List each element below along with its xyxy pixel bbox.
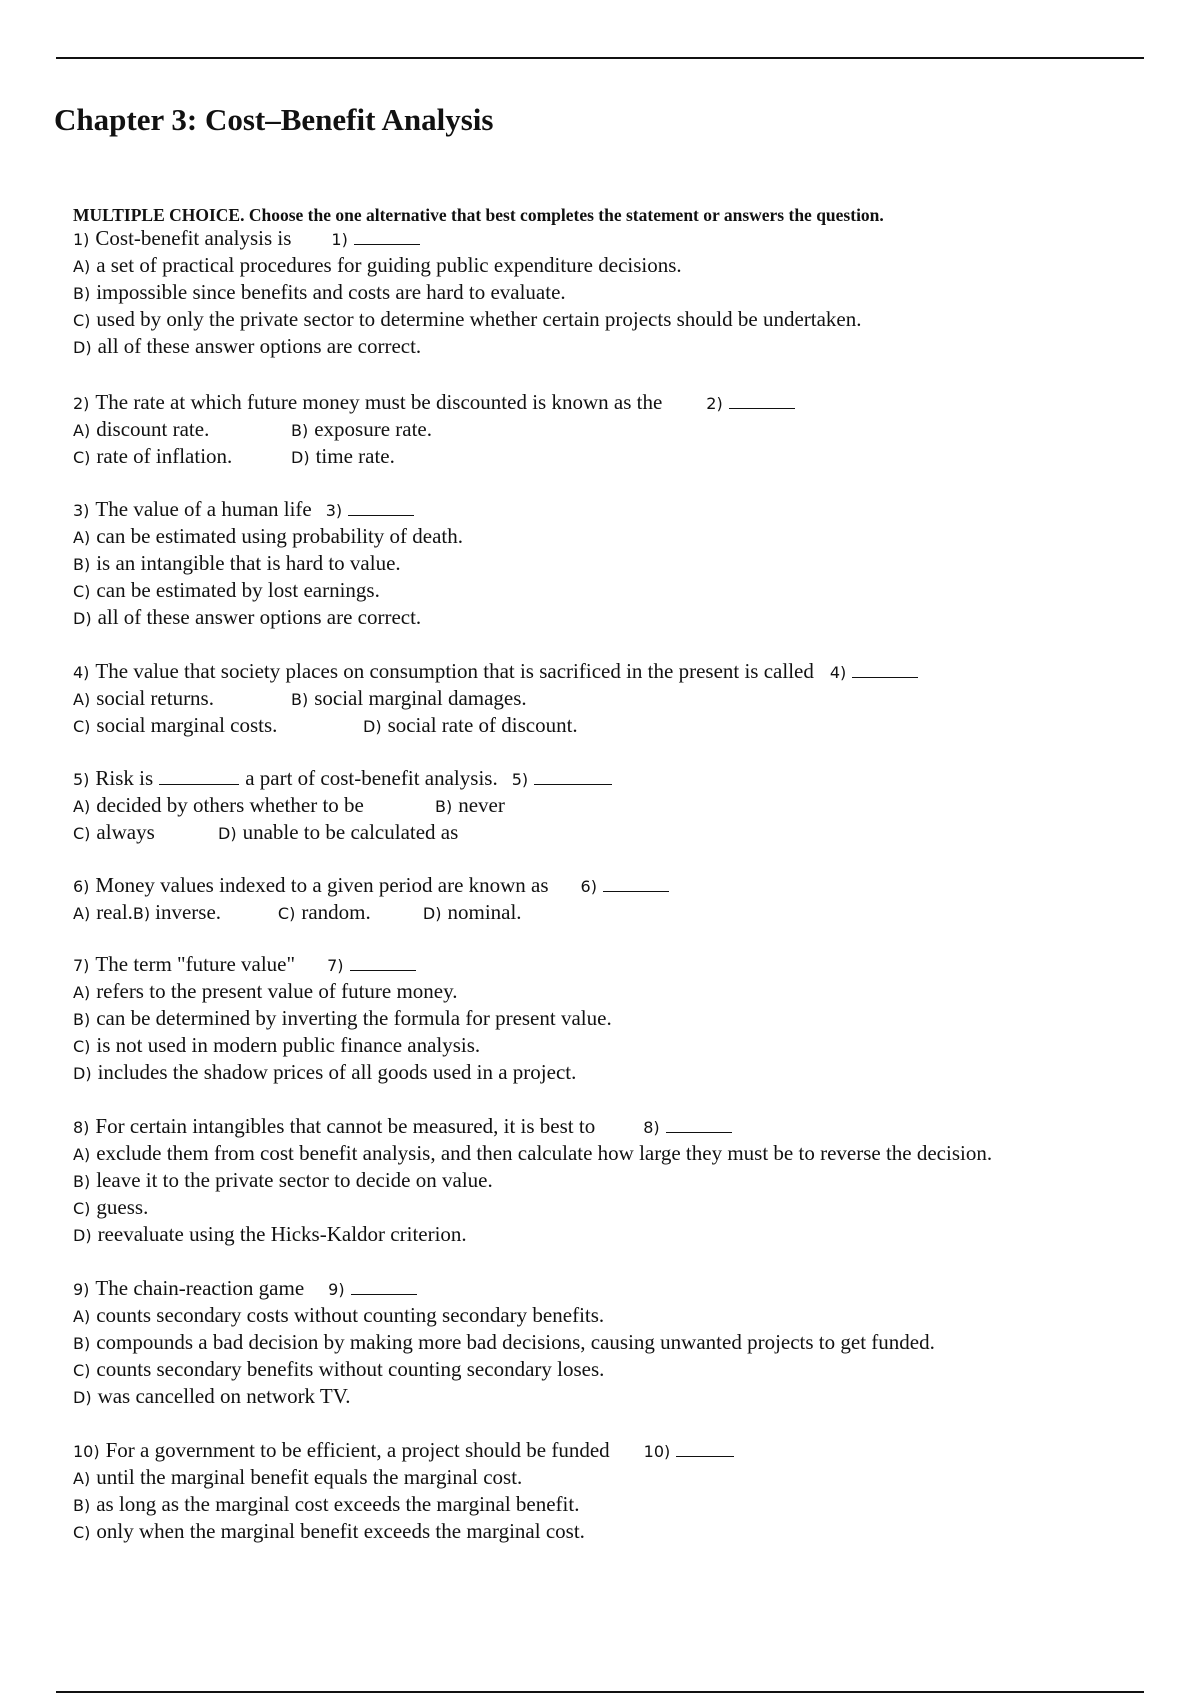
- option-text: inverse.: [155, 900, 222, 924]
- question-number: 9): [73, 1280, 90, 1299]
- bottom-rule: [56, 1691, 1144, 1693]
- option-c[interactable]: [73, 1518, 734, 1545]
- option-letter: C): [73, 448, 91, 467]
- option-letter: B): [291, 690, 309, 709]
- answer-slot[interactable]: [581, 873, 669, 900]
- option-letter: D): [73, 1064, 92, 1083]
- option-letter: A): [73, 1145, 91, 1164]
- option-letter: D): [218, 824, 237, 843]
- option-b[interactable]: [73, 1005, 612, 1032]
- option-text: is not used in modern public finance analysis.: [96, 1033, 481, 1057]
- question-stem: The rate at which future money must be discounted is known as the: [95, 390, 663, 414]
- answer-label: 4): [829, 663, 847, 682]
- option-text: leave it to the private sector to decide on value.: [96, 1168, 493, 1192]
- question-stem: For a government to be efficient, a project should be funded: [105, 1438, 610, 1462]
- option-text: is an intangible that is hard to value.: [96, 551, 401, 575]
- option-c[interactable]: [73, 712, 363, 740]
- option-letter: A): [73, 797, 91, 816]
- option-d[interactable]: [423, 899, 522, 927]
- option-c[interactable]: [73, 1356, 935, 1383]
- option-d[interactable]: [73, 1059, 612, 1086]
- question-7: [73, 951, 612, 1086]
- inline-fill-blank: [159, 770, 239, 785]
- answer-label: 10): [643, 1442, 671, 1461]
- option-letter: B): [73, 1334, 91, 1353]
- option-letter: A): [73, 421, 91, 440]
- option-b[interactable]: [133, 899, 278, 927]
- option-c[interactable]: [73, 819, 218, 847]
- answer-label: 1): [331, 230, 348, 249]
- top-rule: [56, 57, 1144, 59]
- option-letter: A): [73, 257, 91, 276]
- option-letter: C): [73, 311, 91, 330]
- option-text: unable to be calculated as: [242, 820, 459, 844]
- answer-blank[interactable]: [666, 1118, 732, 1133]
- answer-label: 5): [511, 770, 529, 789]
- option-text: can be estimated by lost earnings.: [96, 578, 380, 602]
- option-c[interactable]: [278, 899, 423, 927]
- option-letter: C): [73, 1361, 91, 1380]
- option-letter: B): [73, 1172, 91, 1191]
- option-text: can be determined by inverting the formula for present value.: [96, 1006, 612, 1030]
- option-letter: D): [73, 338, 92, 357]
- option-letter: A): [73, 528, 91, 547]
- option-b[interactable]: [73, 1329, 935, 1356]
- question-4: [73, 658, 918, 739]
- option-letter: C): [73, 824, 91, 843]
- question-1: [73, 225, 862, 360]
- answer-blank[interactable]: [729, 394, 795, 409]
- answer-blank[interactable]: [354, 230, 420, 245]
- option-b[interactable]: [73, 550, 463, 577]
- option-text: nominal.: [447, 900, 522, 924]
- option-letter: B): [73, 1496, 91, 1515]
- option-b[interactable]: [73, 279, 862, 306]
- question-number: 4): [73, 663, 90, 682]
- option-a[interactable]: [73, 978, 612, 1005]
- option-text: can be estimated using probability of death.: [96, 524, 464, 548]
- option-text: real.: [96, 900, 133, 924]
- option-a[interactable]: [73, 685, 291, 713]
- option-text: social returns.: [96, 686, 214, 710]
- option-letter: B): [291, 421, 309, 440]
- answer-blank[interactable]: [603, 877, 669, 892]
- option-d[interactable]: [363, 712, 578, 740]
- question-stem-after: a part of cost-benefit analysis.: [245, 766, 498, 790]
- option-text: was cancelled on network TV.: [97, 1384, 351, 1408]
- option-text: exposure rate.: [314, 417, 432, 441]
- answer-slot[interactable]: [331, 226, 419, 253]
- question-number: 6): [73, 877, 90, 896]
- option-c[interactable]: [73, 443, 291, 471]
- question-number: 10): [73, 1442, 100, 1461]
- option-letter: D): [73, 609, 92, 628]
- answer-label: 7): [327, 956, 344, 975]
- option-text: counts secondary benefits without counting secondary loses.: [96, 1357, 605, 1381]
- option-letter: D): [73, 1226, 92, 1245]
- question-8: [73, 1113, 992, 1248]
- question-stem: The chain-reaction game: [95, 1276, 305, 1300]
- option-text: refers to the present value of future money.: [96, 979, 458, 1003]
- answer-slot[interactable]: [644, 1438, 735, 1465]
- answer-slot[interactable]: [830, 659, 918, 686]
- answer-blank[interactable]: [351, 1280, 417, 1295]
- question-5: [73, 765, 612, 846]
- option-a[interactable]: [73, 792, 435, 820]
- answer-label: 2): [706, 394, 723, 413]
- option-d[interactable]: [73, 1383, 935, 1410]
- option-d[interactable]: [291, 443, 395, 471]
- option-letter: C): [73, 1199, 91, 1218]
- option-letter: C): [73, 582, 91, 601]
- option-b[interactable]: [291, 685, 527, 713]
- question-10: [73, 1437, 734, 1545]
- option-letter: D): [363, 717, 382, 736]
- option-c[interactable]: [73, 1194, 992, 1221]
- answer-blank[interactable]: [534, 770, 612, 785]
- option-text: counts secondary costs without counting secondary benefits.: [96, 1303, 605, 1327]
- option-text: impossible since benefits and costs are hard to evaluate.: [96, 280, 566, 304]
- option-a[interactable]: [73, 899, 133, 927]
- answer-label: 6): [580, 877, 597, 896]
- option-letter: C): [73, 717, 91, 736]
- question-number: 2): [73, 394, 90, 413]
- option-text: reevaluate using the Hicks-Kaldor criterion.: [97, 1222, 467, 1246]
- option-text: rate of inflation.: [96, 444, 233, 468]
- question-stem: Money values indexed to a given period are known as: [95, 873, 549, 897]
- option-letter: B): [73, 1010, 91, 1029]
- option-text: decided by others whether to be: [96, 793, 364, 817]
- option-text: exclude them from cost benefit analysis, and then calculate how large they must be to reverse the decision.: [96, 1141, 993, 1165]
- option-letter: A): [73, 983, 91, 1002]
- question-stem-before: Risk is: [95, 766, 154, 790]
- option-a[interactable]: [73, 1302, 935, 1329]
- option-letter: A): [73, 690, 91, 709]
- option-letter: D): [291, 448, 310, 467]
- option-letter: B): [73, 284, 91, 303]
- option-a[interactable]: [73, 523, 463, 550]
- question-9: [73, 1275, 935, 1410]
- answer-slot[interactable]: [706, 390, 794, 417]
- question-6: [73, 872, 669, 926]
- option-text: social marginal costs.: [96, 713, 278, 737]
- option-letter: D): [422, 904, 442, 923]
- answer-blank[interactable]: [676, 1442, 734, 1457]
- question-number: 1): [73, 230, 90, 249]
- option-letter: B): [73, 555, 91, 574]
- answer-slot[interactable]: [326, 497, 414, 524]
- option-letter: C): [73, 1523, 91, 1542]
- option-letter: A): [73, 1307, 91, 1326]
- answer-blank[interactable]: [348, 501, 414, 516]
- option-letter: C): [277, 904, 296, 923]
- question-stem: The value that society places on consumption that is sacrificed in the present is called: [95, 659, 814, 683]
- question-number: 8): [73, 1118, 90, 1137]
- option-letter: C): [73, 1037, 91, 1056]
- option-a[interactable]: [73, 1464, 734, 1491]
- question-number: 7): [73, 956, 90, 975]
- option-letter: A): [73, 1469, 91, 1488]
- question-stem: The term "future value": [95, 952, 296, 976]
- chapter-title: Chapter 3: Cost–Benefit Analysis: [54, 102, 494, 137]
- question-stem: The value of a human life: [95, 497, 312, 521]
- question-2: [73, 389, 795, 470]
- answer-slot[interactable]: [328, 1276, 416, 1303]
- option-text: social rate of discount.: [387, 713, 578, 737]
- answer-label: 3): [325, 501, 343, 520]
- option-text: social marginal damages.: [314, 686, 527, 710]
- question-number: 3): [73, 501, 90, 520]
- option-text: random.: [301, 900, 371, 924]
- option-d[interactable]: [218, 819, 458, 847]
- option-c[interactable]: [73, 306, 862, 333]
- option-a[interactable]: [73, 1140, 992, 1167]
- option-b[interactable]: [73, 1491, 734, 1518]
- option-text: always: [96, 820, 155, 844]
- option-letter: D): [73, 1388, 92, 1407]
- option-text: compounds a bad decision by making more bad decisions, causing unwanted projects to get funded.: [96, 1330, 935, 1354]
- option-b[interactable]: [435, 792, 505, 820]
- question-stem: Cost-benefit analysis is: [95, 226, 292, 250]
- question-number: 5): [73, 770, 90, 789]
- option-text: only when the marginal benefit exceeds the marginal cost.: [96, 1519, 585, 1543]
- option-d[interactable]: [73, 604, 463, 631]
- option-c[interactable]: [73, 1032, 612, 1059]
- question-3: [73, 496, 463, 631]
- option-text: all of these answer options are correct.: [97, 334, 422, 358]
- option-a[interactable]: [73, 252, 862, 279]
- answer-label: 8): [643, 1118, 660, 1137]
- option-letter: B): [435, 797, 453, 816]
- answer-slot[interactable]: [512, 766, 612, 793]
- answer-blank[interactable]: [350, 956, 416, 971]
- option-letter: A): [73, 904, 91, 923]
- option-text: time rate.: [315, 444, 395, 468]
- option-text: guess.: [96, 1195, 149, 1219]
- instructions: MULTIPLE CHOICE. Choose the one alternative that best completes the statement or answers the question.: [73, 205, 884, 225]
- option-text: used by only the private sector to determine whether certain projects should be undertaken.: [96, 307, 862, 331]
- option-text: includes the shadow prices of all goods used in a project.: [97, 1060, 577, 1084]
- option-text: as long as the marginal cost exceeds the marginal benefit.: [96, 1492, 580, 1516]
- answer-blank[interactable]: [852, 663, 918, 678]
- option-d[interactable]: [73, 333, 862, 360]
- option-text: all of these answer options are correct.: [97, 605, 422, 629]
- answer-label: 9): [328, 1280, 345, 1299]
- option-b[interactable]: [73, 1167, 992, 1194]
- option-text: a set of practical procedures for guiding public expenditure decisions.: [96, 253, 682, 277]
- option-c[interactable]: [73, 577, 463, 604]
- option-text: discount rate.: [96, 417, 210, 441]
- answer-slot[interactable]: [643, 1114, 731, 1141]
- question-stem: For certain intangibles that cannot be measured, it is best to: [95, 1114, 596, 1138]
- option-text: until the marginal benefit equals the marginal cost.: [96, 1465, 523, 1489]
- option-b[interactable]: [291, 416, 432, 444]
- option-a[interactable]: [73, 416, 291, 444]
- option-text: never: [458, 793, 505, 817]
- option-d[interactable]: [73, 1221, 992, 1248]
- answer-slot[interactable]: [327, 952, 415, 979]
- option-letter: B): [132, 904, 151, 923]
